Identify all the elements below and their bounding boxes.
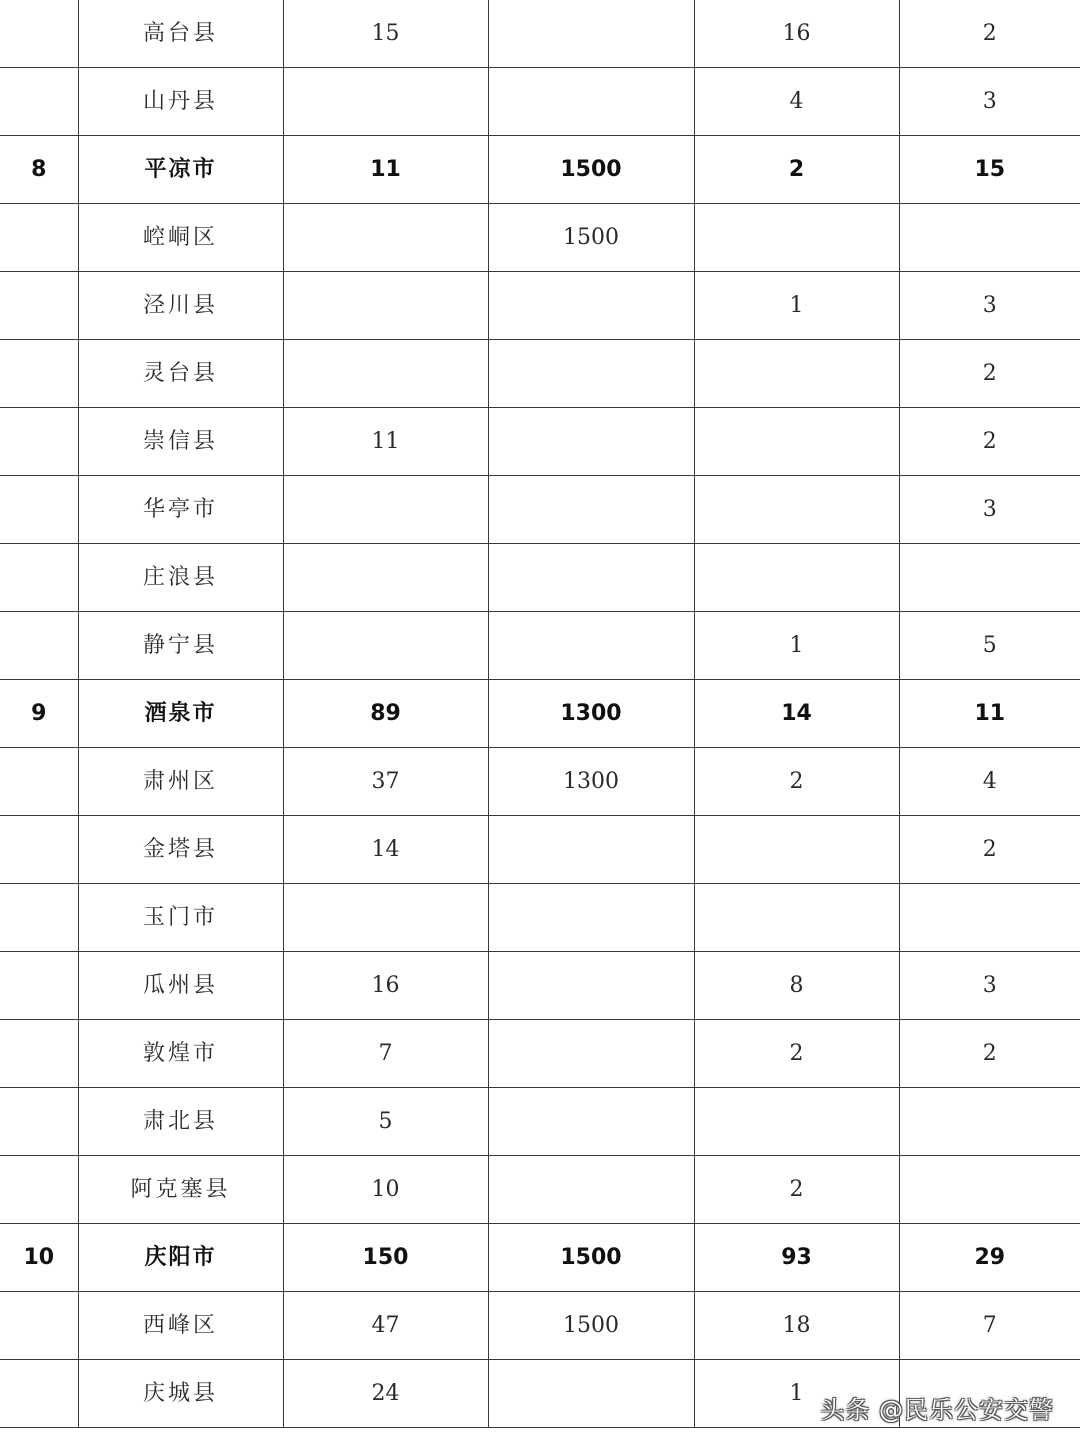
value-cell-1 bbox=[283, 340, 488, 408]
index-cell bbox=[0, 544, 78, 612]
value-cell-2 bbox=[488, 340, 694, 408]
value-cell-2 bbox=[488, 952, 694, 1020]
watermark: 头条 @民乐公安交警 bbox=[820, 1396, 1054, 1424]
region-name-cell: 崇信县 bbox=[78, 408, 283, 476]
index-cell bbox=[0, 612, 78, 680]
value-cell-2: 1500 bbox=[488, 204, 694, 272]
region-name-cell: 玉门市 bbox=[78, 884, 283, 952]
value-cell-2 bbox=[488, 476, 694, 544]
value-cell-3 bbox=[694, 1088, 899, 1156]
value-cell-2 bbox=[488, 1088, 694, 1156]
county-row bbox=[0, 0, 1080, 68]
region-name-cell: 灵台县 bbox=[78, 340, 283, 408]
county-row bbox=[0, 1292, 1080, 1360]
region-name-cell: 酒泉市 bbox=[78, 680, 283, 748]
value-cell-4: 7 bbox=[899, 1292, 1080, 1360]
index-cell bbox=[0, 816, 78, 884]
index-cell bbox=[0, 1156, 78, 1224]
county-row bbox=[0, 1088, 1080, 1156]
index-cell bbox=[0, 884, 78, 952]
value-cell-4 bbox=[899, 544, 1080, 612]
index-cell bbox=[0, 952, 78, 1020]
region-name-cell: 华亭市 bbox=[78, 476, 283, 544]
value-cell-4: 2 bbox=[899, 408, 1080, 476]
value-cell-1 bbox=[283, 272, 488, 340]
value-cell-1 bbox=[283, 612, 488, 680]
county-row bbox=[0, 816, 1080, 884]
value-cell-2 bbox=[488, 408, 694, 476]
value-cell-3: 1 bbox=[694, 612, 899, 680]
value-cell-3: 2 bbox=[694, 748, 899, 816]
county-row bbox=[0, 476, 1080, 544]
value-cell-3: 1 bbox=[694, 1360, 899, 1428]
value-cell-1: 11 bbox=[283, 136, 488, 204]
region-name-cell: 肃北县 bbox=[78, 1088, 283, 1156]
region-name-cell: 庆阳市 bbox=[78, 1224, 283, 1292]
region-name-cell: 金塔县 bbox=[78, 816, 283, 884]
value-cell-2: 1500 bbox=[488, 1292, 694, 1360]
region-name-cell: 肃州区 bbox=[78, 748, 283, 816]
value-cell-1 bbox=[283, 204, 488, 272]
value-cell-1 bbox=[283, 884, 488, 952]
value-cell-2: 1500 bbox=[488, 1224, 694, 1292]
region-name-cell: 西峰区 bbox=[78, 1292, 283, 1360]
index-cell bbox=[0, 272, 78, 340]
value-cell-2 bbox=[488, 884, 694, 952]
index-cell bbox=[0, 1088, 78, 1156]
index-cell bbox=[0, 1292, 78, 1360]
value-cell-4: 2 bbox=[899, 816, 1080, 884]
value-cell-4: 15 bbox=[899, 136, 1080, 204]
value-cell-4: 2 bbox=[899, 0, 1080, 68]
value-cell-4: 3 bbox=[899, 952, 1080, 1020]
city-row bbox=[0, 680, 1080, 748]
county-row bbox=[0, 884, 1080, 952]
value-cell-3 bbox=[694, 544, 899, 612]
value-cell-3: 14 bbox=[694, 680, 899, 748]
value-cell-3: 4 bbox=[694, 68, 899, 136]
value-cell-1: 89 bbox=[283, 680, 488, 748]
index-cell bbox=[0, 748, 78, 816]
index-cell bbox=[0, 204, 78, 272]
county-row bbox=[0, 748, 1080, 816]
region-name-cell: 山丹县 bbox=[78, 68, 283, 136]
region-name-cell: 崆峒区 bbox=[78, 204, 283, 272]
value-cell-4: 3 bbox=[899, 476, 1080, 544]
value-cell-1: 16 bbox=[283, 952, 488, 1020]
index-cell: 10 bbox=[0, 1224, 78, 1292]
county-row bbox=[0, 612, 1080, 680]
value-cell-4 bbox=[899, 884, 1080, 952]
value-cell-3: 93 bbox=[694, 1224, 899, 1292]
value-cell-1: 10 bbox=[283, 1156, 488, 1224]
value-cell-1 bbox=[283, 544, 488, 612]
region-name-cell: 高台县 bbox=[78, 0, 283, 68]
value-cell-3 bbox=[694, 884, 899, 952]
county-row bbox=[0, 952, 1080, 1020]
value-cell-1: 15 bbox=[283, 0, 488, 68]
value-cell-4 bbox=[899, 1156, 1080, 1224]
county-row bbox=[0, 544, 1080, 612]
value-cell-2 bbox=[488, 272, 694, 340]
value-cell-3 bbox=[694, 476, 899, 544]
value-cell-3 bbox=[694, 408, 899, 476]
value-cell-3: 8 bbox=[694, 952, 899, 1020]
region-name-cell: 阿克塞县 bbox=[78, 1156, 283, 1224]
value-cell-4 bbox=[899, 1088, 1080, 1156]
index-cell bbox=[0, 340, 78, 408]
value-cell-2: 1300 bbox=[488, 680, 694, 748]
value-cell-1: 5 bbox=[283, 1088, 488, 1156]
index-cell bbox=[0, 0, 78, 68]
value-cell-1: 37 bbox=[283, 748, 488, 816]
value-cell-2 bbox=[488, 0, 694, 68]
value-cell-2 bbox=[488, 68, 694, 136]
value-cell-2 bbox=[488, 1020, 694, 1088]
county-row bbox=[0, 204, 1080, 272]
value-cell-2 bbox=[488, 1156, 694, 1224]
value-cell-1: 47 bbox=[283, 1292, 488, 1360]
value-cell-3 bbox=[694, 340, 899, 408]
value-cell-1: 7 bbox=[283, 1020, 488, 1088]
value-cell-2 bbox=[488, 612, 694, 680]
county-row bbox=[0, 1156, 1080, 1224]
value-cell-1 bbox=[283, 68, 488, 136]
value-cell-1: 11 bbox=[283, 408, 488, 476]
county-row bbox=[0, 408, 1080, 476]
index-cell bbox=[0, 476, 78, 544]
value-cell-2 bbox=[488, 1360, 694, 1428]
county-row bbox=[0, 1020, 1080, 1088]
value-cell-3: 2 bbox=[694, 1156, 899, 1224]
index-cell: 9 bbox=[0, 680, 78, 748]
value-cell-3: 2 bbox=[694, 136, 899, 204]
value-cell-1: 14 bbox=[283, 816, 488, 884]
value-cell-3: 16 bbox=[694, 0, 899, 68]
index-cell bbox=[0, 408, 78, 476]
value-cell-2: 1500 bbox=[488, 136, 694, 204]
value-cell-3 bbox=[694, 204, 899, 272]
region-name-cell: 庄浪县 bbox=[78, 544, 283, 612]
value-cell-3: 18 bbox=[694, 1292, 899, 1360]
value-cell-4: 4 bbox=[899, 748, 1080, 816]
region-name-cell: 静宁县 bbox=[78, 612, 283, 680]
region-name-cell: 敦煌市 bbox=[78, 1020, 283, 1088]
region-name-cell: 泾川县 bbox=[78, 272, 283, 340]
value-cell-1: 150 bbox=[283, 1224, 488, 1292]
value-cell-3 bbox=[694, 816, 899, 884]
value-cell-4: 2 bbox=[899, 340, 1080, 408]
value-cell-4: 3 bbox=[899, 68, 1080, 136]
county-row bbox=[0, 68, 1080, 136]
county-row bbox=[0, 340, 1080, 408]
value-cell-4: 5 bbox=[899, 612, 1080, 680]
value-cell-2 bbox=[488, 544, 694, 612]
value-cell-3: 1 bbox=[694, 272, 899, 340]
region-name-cell: 庆城县 bbox=[78, 1360, 283, 1428]
index-cell bbox=[0, 1360, 78, 1428]
value-cell-4: 29 bbox=[899, 1224, 1080, 1292]
value-cell-4: 3 bbox=[899, 272, 1080, 340]
index-cell bbox=[0, 1020, 78, 1088]
value-cell-4 bbox=[899, 204, 1080, 272]
index-cell: 8 bbox=[0, 136, 78, 204]
index-cell bbox=[0, 68, 78, 136]
value-cell-4: 11 bbox=[899, 680, 1080, 748]
value-cell-4: 2 bbox=[899, 1020, 1080, 1088]
value-cell-3: 2 bbox=[694, 1020, 899, 1088]
region-name-cell: 平凉市 bbox=[78, 136, 283, 204]
city-row bbox=[0, 1224, 1080, 1292]
county-row bbox=[0, 272, 1080, 340]
value-cell-1 bbox=[283, 476, 488, 544]
city-row bbox=[0, 136, 1080, 204]
region-name-cell: 瓜州县 bbox=[78, 952, 283, 1020]
value-cell-1: 24 bbox=[283, 1360, 488, 1428]
value-cell-2 bbox=[488, 816, 694, 884]
value-cell-2: 1300 bbox=[488, 748, 694, 816]
